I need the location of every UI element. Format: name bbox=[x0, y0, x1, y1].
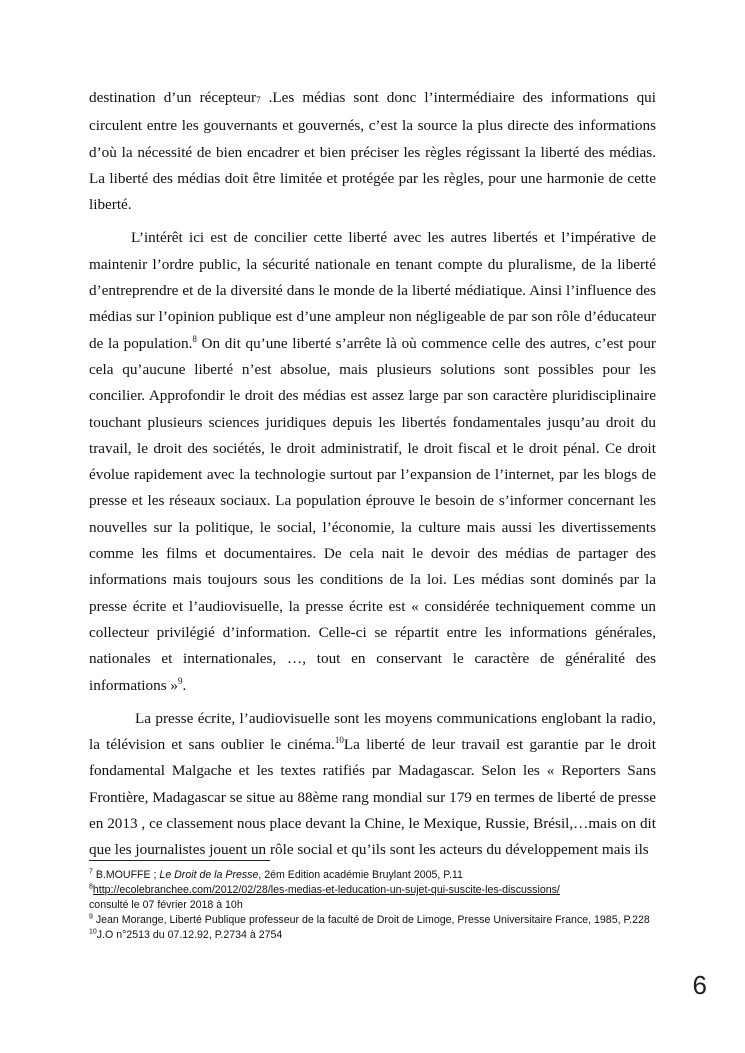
footnote-ref-10[interactable]: 10 bbox=[334, 735, 344, 746]
footnote-ref-9[interactable]: 9 bbox=[178, 675, 183, 686]
footnote-9: $^9$ Jean Morange, Liberté Publique professeur de la faculté de Droit de Limoge, Presse Universitaire France, 1985, P.228 bbox=[89, 913, 650, 926]
paragraph-1: destination d’un récepteur7 .Les médias sont donc l’intermédiaire des informations qui circulent entre les gouvernants et gouvernés, c’est la source la plus directe des informations d’où la nécessité de bien encadrer et bien préciser les règles régissant la liberté des médias. La liberté des médias doit être limitée et protégée par les règles, pour une harmonie de cette liberté. bbox=[89, 89, 656, 214]
footnote-ref-7[interactable]: 7 bbox=[256, 95, 261, 105]
footnotes bbox=[89, 868, 656, 943]
footnote-8: $^8$http://ecolebranchee.com/2012/02/28/les-medias-et-leducation-un-sujet-qui-suscite-les-discussions/ consulté le 07 février 2018 à 10h bbox=[89, 883, 560, 911]
footnote-separator bbox=[89, 860, 270, 861]
body-text bbox=[89, 85, 656, 871]
footnote-7: $^7$ B.MOUFFE ; Le Droit de la Presse, 2ém Edition académie Bruylant 2005, P.11 bbox=[89, 868, 463, 881]
paragraph-2: L’intérêt ici est de concilier cette liberté avec les autres libertés et l’impérative de maintenir l’ordre public, la sécurité nationale en tenant compte du pluralisme, de la liberté d’entreprendre et de la diversité dans le monde de la liberté médiatique. Ainsi l’influence des médias sur l’opinion publique est d’une ampleur non négligeable de par son rôle d’éducateur de la population.$^8$ On dit qu’une liberté s’arrête là où commence celle des autres, c’est pour cela qu’aucune liberté n’est absolue, mais plusieurs solutions sont possibles pour les concilier. Approfondir le droit des médias est assez large par son caractère pluridisciplinaire touchant plusieurs sciences juridiques depuis les libertés fondamentales jusqu’au droit du travail, le droit des sociétés, le droit administratif, le droit fiscal et le droit pénal. Ce droit évolue rapidement avec la technologie surtout par l’expansion de l’internet, par les blogs de presse et les réseaux sociaux. La population éprouve le besoin de s’informer concernant les nouvelles sur la politique, le social, l’économie, la culture mais aussi les divertissements comme les films et documentaires. De cela nait le devoir des médias de partager des informations mais toujours sous les conditions de la loi. Les médias sont dominés par la presse écrite et l’audiovisuelle, la presse écrite est « considérée techniquement comme un collecteur privilégié d’information. Celle-ci se répartit entre les informations générales, nationales et internationales, …, tout en conservant le caractère de généralité des informations »$^9$. bbox=[89, 229, 656, 694]
footnote-ref-8[interactable]: 8 bbox=[192, 333, 197, 344]
footnote-7-title: Le Droit de la Presse bbox=[159, 869, 259, 881]
footnote-8-link[interactable]: http://ecolebranchee.com/2012/02/28/les-medias-et-leducation-un-sujet-qui-suscite-les-discussions/ bbox=[92, 884, 560, 896]
paragraph-3: La presse écrite, l’audiovisuelle sont les moyens communications englobant la radio, la télévision et sans oublier le cinéma.$^{10}$La liberté de leur travail est garantie par le droit fondamental Malgache et les textes ratifiés par Madagascar. Selon les « Reporters Sans Frontière, Madagascar se situe au 88ème rang mondial sur 179 en termes de liberté de presse en 2013 , ce classement nous place devant la Chine, le Mexique, Russie, Brésil,…mais on dit que les journalistes jouent un rôle social et qu’ils sont les acteurs du développement mais ils bbox=[89, 709, 656, 859]
footnote-10: $^{10}$J.O n°2513 du 07.12.92, P.2734 à 2754 bbox=[89, 928, 283, 941]
page-number: 6 bbox=[692, 970, 707, 1000]
